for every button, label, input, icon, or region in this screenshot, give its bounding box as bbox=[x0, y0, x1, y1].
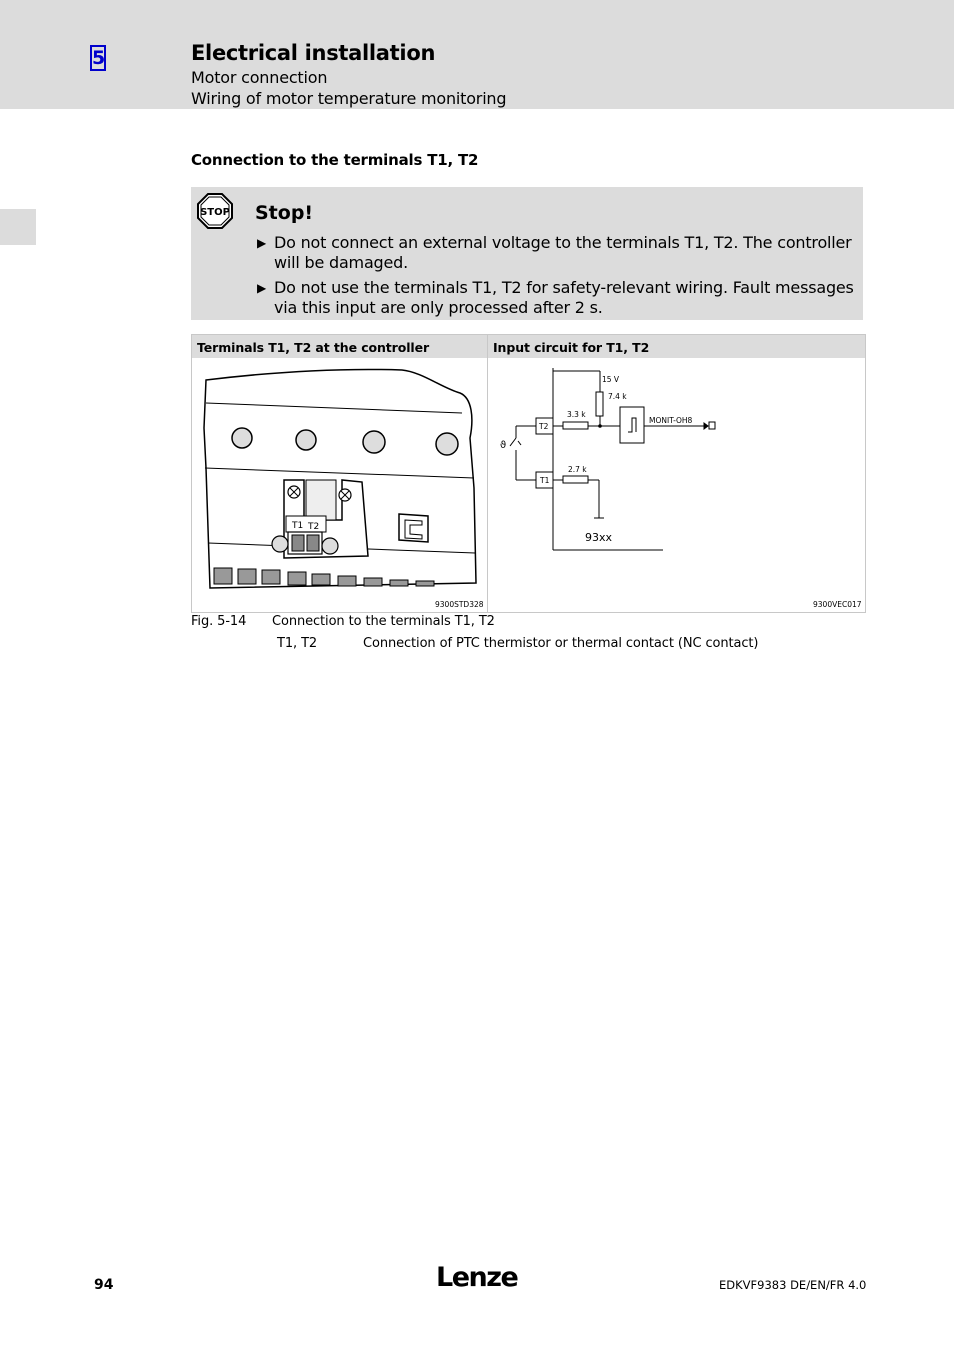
page-title: Electrical installation bbox=[191, 41, 436, 65]
svg-text:MONIT-OH8: MONIT-OH8 bbox=[649, 416, 693, 425]
bullet-arrow-icon: ▶ bbox=[257, 236, 267, 250]
svg-text:3.3 k: 3.3 k bbox=[567, 410, 586, 419]
screw-icon bbox=[436, 433, 458, 455]
svg-text:7.4 k: 7.4 k bbox=[608, 392, 627, 401]
svg-text:T1: T1 bbox=[292, 521, 304, 531]
screw-icon bbox=[363, 431, 385, 453]
svg-text:STOP: STOP bbox=[200, 207, 230, 218]
subtitle-motor-connection: Motor connection bbox=[191, 68, 328, 87]
stop-item: ▶ Do not connect an external voltage to the terminals T1, T2. The controller will be damaged. bbox=[257, 233, 852, 272]
figure-left-heading: Terminals T1, T2 at the controller bbox=[192, 335, 487, 358]
svg-text:ϑ: ϑ bbox=[500, 440, 507, 451]
stop-title: Stop! bbox=[255, 202, 314, 224]
figure-right-heading: Input circuit for T1, T2 bbox=[488, 335, 865, 358]
stop-item: ▶ Do not use the terminals T1, T2 for safety-relevant wiring. Fault messages via this input are only processed after 2 s. bbox=[257, 278, 854, 317]
page-number: 94 bbox=[94, 1277, 114, 1293]
figure-number: Fig. 5-14 bbox=[191, 614, 247, 629]
lenze-logo: Lenze bbox=[436, 1262, 518, 1293]
input-circuit-diagram bbox=[488, 358, 865, 603]
screw-icon bbox=[232, 428, 252, 448]
svg-text:93xx: 93xx bbox=[585, 531, 613, 544]
figure bbox=[191, 334, 866, 613]
left-figure-code: 9300STD328 bbox=[435, 600, 484, 609]
stop-icon bbox=[197, 193, 233, 229]
side-tab bbox=[0, 209, 36, 245]
right-figure-code: 9300VEC017 bbox=[813, 600, 862, 609]
legend-key: T1, T2 bbox=[277, 636, 318, 651]
svg-text:T2: T2 bbox=[308, 522, 320, 532]
terminal-drawing bbox=[192, 358, 487, 603]
section-heading: Connection to the terminals T1, T2 bbox=[191, 151, 479, 169]
svg-text:2.7 k: 2.7 k bbox=[568, 465, 587, 474]
legend-text: Connection of PTC thermistor or thermal contact (NC contact) bbox=[363, 636, 759, 651]
svg-text:T2: T2 bbox=[539, 422, 549, 431]
chapter-number: 5 bbox=[92, 47, 106, 69]
stop-notice bbox=[191, 187, 863, 320]
svg-text:T1: T1 bbox=[540, 476, 550, 485]
screw-icon bbox=[296, 430, 316, 450]
figure-caption: Connection to the terminals T1, T2 bbox=[272, 614, 495, 629]
svg-text:15 V: 15 V bbox=[602, 375, 620, 384]
bullet-arrow-icon: ▶ bbox=[257, 281, 267, 295]
subtitle-wiring: Wiring of motor temperature monitoring bbox=[191, 89, 507, 108]
document-id: EDKVF9383 DE/EN/FR 4.0 bbox=[719, 1278, 867, 1292]
